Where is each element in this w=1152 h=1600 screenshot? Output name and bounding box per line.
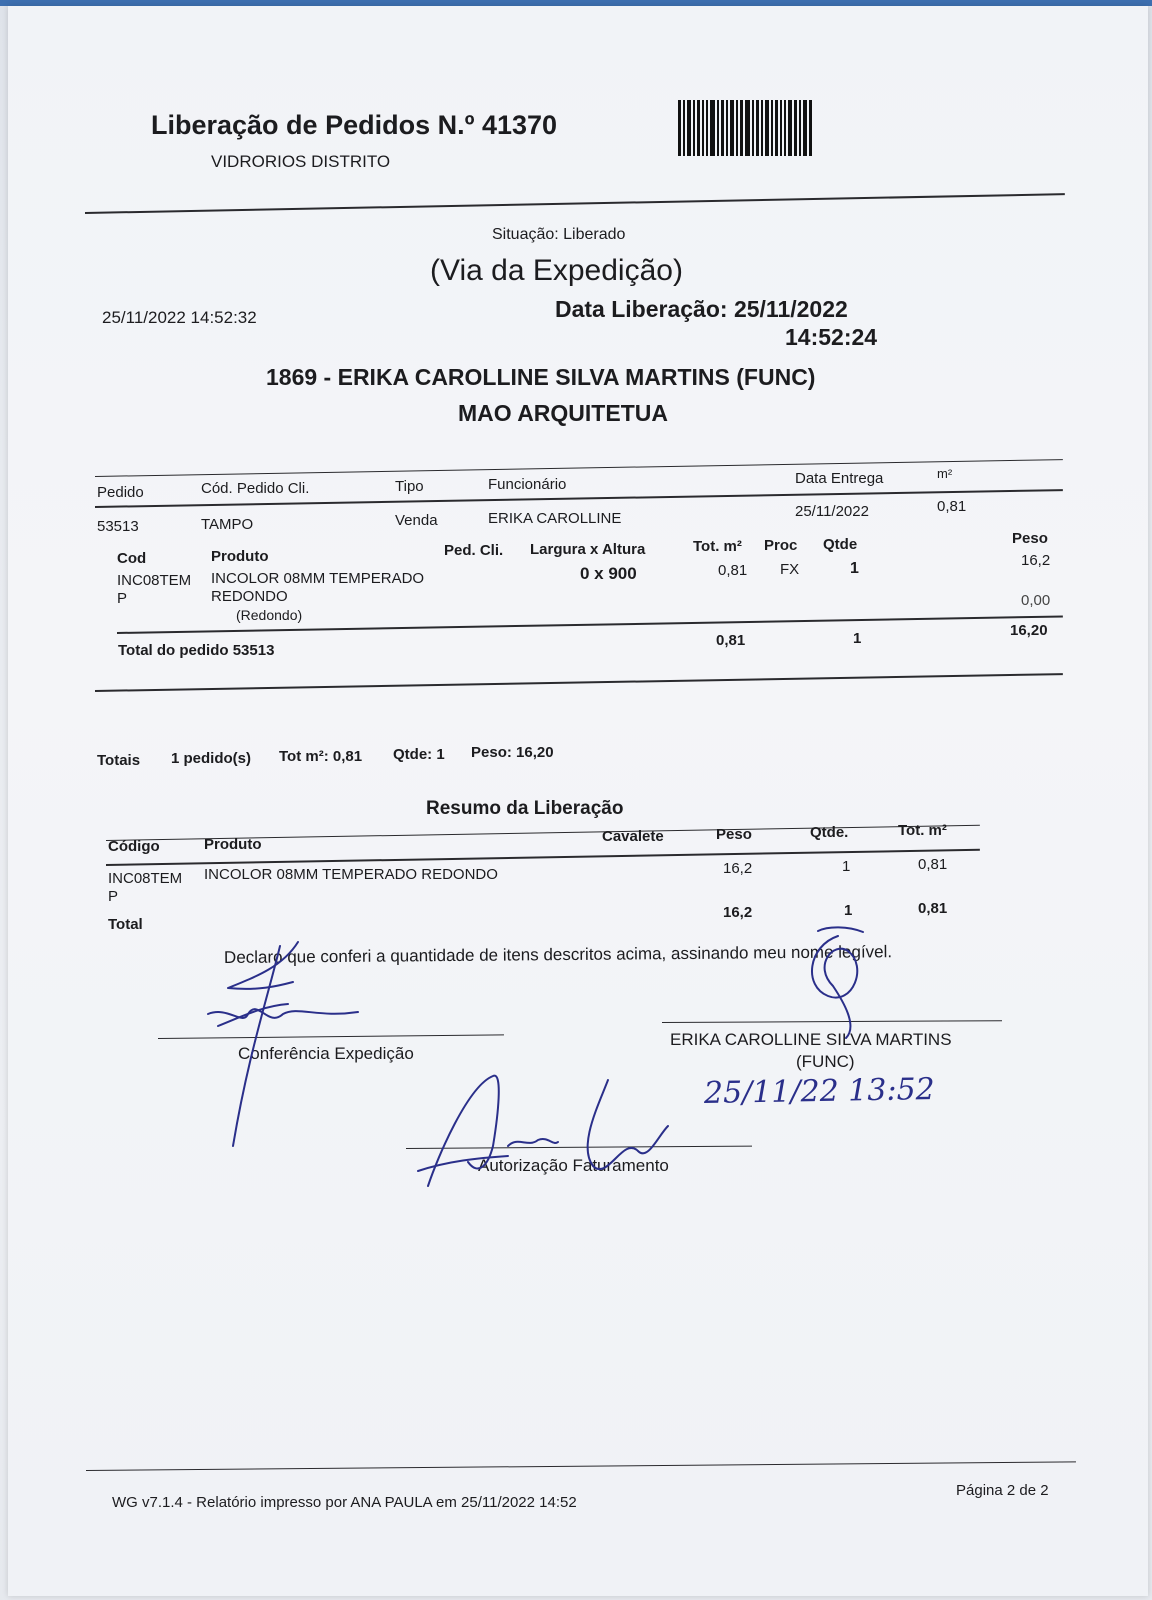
row-funcionario: ERIKA CAROLLINE: [488, 510, 622, 527]
col-m2: m²: [937, 466, 953, 481]
col-data-entrega: Data Entrega: [795, 470, 884, 487]
order-table-bottom-rule: [95, 673, 1063, 692]
cliente-name: ERIKA CAROLLINE SILVA MARTINS: [670, 1030, 952, 1049]
item-cod-line2: P: [117, 590, 128, 607]
item-qtde: 1: [850, 560, 859, 577]
autorizacao-label: Autorização Faturamento: [478, 1156, 669, 1175]
row-tipo: Venda: [395, 512, 438, 529]
resumo-col-cavalete: Cavalete: [602, 828, 664, 845]
row-pedido: 53513: [97, 518, 139, 535]
item-col-produto: Produto: [211, 548, 269, 565]
autorizacao-signature: [408, 1066, 688, 1196]
item-peso-extra: 0,00: [1021, 592, 1051, 609]
cliente-func: (FUNC): [796, 1052, 855, 1071]
item-col-proc: Proc: [764, 537, 798, 554]
data-liberacao: Data Liberação: 25/11/2022: [555, 296, 848, 322]
declaration-text: Declaro que conferi a quantidade de itens descritos acima, assinando meu nome legível.: [223, 942, 893, 967]
item-produto-line3: (Redondo): [236, 607, 303, 623]
resumo-total-peso: 16,2: [723, 904, 753, 921]
col-tipo: Tipo: [395, 478, 424, 495]
client-line: 1869 - ERIKA CAROLLINE SILVA MARTINS (FUNC): [266, 364, 816, 390]
totais-label: Totais: [97, 752, 141, 769]
col-pedido: Pedido: [97, 484, 144, 501]
order-total-qtde: 1: [853, 630, 862, 647]
col-cod-pedido-cli: Cód. Pedido Cli.: [201, 480, 310, 497]
situacao-label: Situação: Liberado: [492, 226, 626, 243]
document-page: [8, 6, 1148, 1596]
cliente-signature: [788, 926, 898, 1046]
via-label: (Via da Expedição): [430, 254, 683, 287]
company-name: VIDRORIOS DISTRITO: [211, 152, 391, 171]
item-col-largura-altura: Largura x Altura: [530, 541, 646, 558]
header-divider: [85, 193, 1065, 214]
print-datetime: 25/11/2022 14:52:32: [102, 308, 257, 327]
resumo-qtde: 1: [842, 858, 851, 875]
row-m2: 0,81: [937, 498, 967, 515]
conferencia-label: Conferência Expedição: [238, 1044, 414, 1063]
resumo-total-tot-m2: 0,81: [918, 900, 948, 917]
footer-page: Página 2 de 2: [956, 1482, 1049, 1499]
row-cod-pedido-cli: TAMPO: [201, 516, 254, 533]
resumo-col-codigo: Código: [108, 838, 160, 855]
resumo-total-label: Total: [108, 916, 143, 933]
totais-m2: Tot m²: 0,81: [279, 748, 363, 765]
conferencia-signature: [188, 936, 388, 1156]
item-col-cod: Cod: [117, 550, 147, 567]
item-col-qtde: Qtde: [823, 536, 858, 553]
col-funcionario: Funcionário: [488, 476, 567, 493]
resumo-tot-m2: 0,81: [918, 856, 948, 873]
order-total-m2: 0,81: [716, 632, 746, 649]
item-produto-line2: REDONDO: [211, 588, 288, 605]
resumo-codigo-line2: P: [108, 888, 119, 905]
totais-peso: Peso: 16,20: [471, 744, 554, 761]
item-proc: FX: [780, 561, 800, 578]
client-sub: MAO ARQUITETUA: [458, 400, 668, 426]
resumo-peso: 16,2: [723, 860, 753, 877]
document-title: Liberação de Pedidos N.º 41370: [151, 110, 558, 140]
footer-rule: [86, 1461, 1076, 1471]
footer-printed-by: WG v7.1.4 - Relatório impresso por ANA PAULA em 25/11/2022 14:52: [112, 1494, 577, 1511]
item-col-ped-cli: Ped. Cli.: [444, 542, 504, 559]
row-data-entrega: 25/11/2022: [795, 503, 869, 520]
item-tot-m2: 0,81: [718, 562, 748, 579]
item-peso: 16,2: [1021, 552, 1051, 569]
item-dims: 0 x 900: [580, 564, 637, 583]
resumo-col-peso: Peso: [716, 826, 752, 843]
item-col-tot-m2: Tot. m²: [693, 538, 742, 555]
item-produto-line1: INCOLOR 08MM TEMPERADO: [211, 570, 425, 587]
item-col-peso: Peso: [1012, 530, 1048, 547]
resumo-col-produto: Produto: [204, 836, 262, 853]
resumo-produto: INCOLOR 08MM TEMPERADO REDONDO: [204, 866, 498, 883]
resumo-col-tot-m2: Tot. m²: [898, 822, 947, 839]
order-table-top-rule: [95, 459, 1063, 477]
order-total-peso: 16,20: [1010, 622, 1048, 639]
resumo-title: Resumo da Liberação: [426, 798, 624, 819]
barcode: [678, 100, 850, 156]
totais-qtde: Qtde: 1: [393, 746, 445, 763]
item-cod-line1: INC08TEM: [117, 572, 192, 589]
resumo-total-qtde: 1: [844, 902, 853, 919]
order-total-label: Total do pedido 53513: [118, 642, 275, 659]
resumo-col-qtde: Qtde.: [810, 824, 849, 841]
totais-pedidos: 1 pedido(s): [171, 750, 252, 767]
resumo-codigo-line1: INC08TEM: [108, 870, 183, 887]
handwritten-date: 25/11/22 13:52: [703, 1071, 936, 1112]
data-liberacao-time: 14:52:24: [785, 324, 878, 350]
